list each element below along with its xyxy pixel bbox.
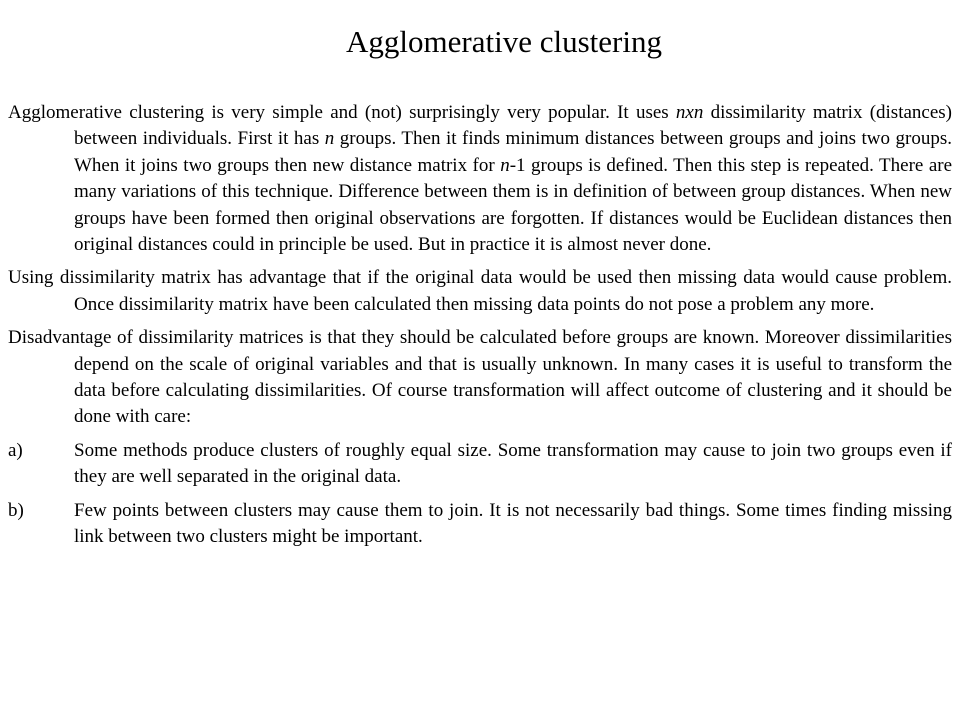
paragraph-text: dissimilarity matrix (distances) between individuals. First it has	[74, 102, 952, 150]
list-marker: b)	[8, 499, 24, 521]
paragraph-advantage	[8, 265, 952, 318]
paragraph-intro	[8, 100, 952, 258]
paragraph-text: Using dissimilarity matrix has advantage that if the original data would be used then missing data would cause problem. Once dissimilarity matrix have been calculated then missing data points do not pose a problem any more.	[8, 267, 952, 315]
paragraph-disadvantage	[8, 325, 952, 431]
list-item	[8, 438, 952, 491]
paragraph-text: Disadvantage of dissimilarity matrices is that they should be calculated before groups are known. Moreover dissimilarities depend on the scale of original variables and that is usually unknown. In many cases it is useful to transform the data before calculating dissimilarities. Of course transformation will affect outcome of clustering and it should be done with care:	[8, 327, 952, 428]
italic-term: n	[324, 128, 335, 150]
list-marker: a)	[8, 439, 23, 461]
italic-term: n	[500, 154, 510, 176]
paragraph-text: Agglomerative clustering is very simple and (not) surprisingly very popular. It uses	[8, 102, 676, 123]
italic-term: nxn	[675, 102, 704, 123]
list-item	[8, 498, 952, 551]
list-item-text: Few points between clusters may cause them to join. It is not necessarily bad things. Some times finding missing link between two clusters might be important.	[74, 499, 952, 548]
list-item-text: Some methods produce clusters of roughly equal size. Some transformation may cause to join two groups even if they are well separated in the original data.	[74, 439, 952, 488]
paragraph-text: -1 groups is defined. Then this step is repeated. There are many variations of this technique. Difference between them is in definition of between group distances. When new groups have been formed then original observations are forgotten. If distances would be Euclidean distances then original distances could in principle be used. But in practice it is almost never done.	[74, 154, 953, 256]
slide-title: Agglomerative clustering	[346, 24, 662, 59]
slide-body	[8, 100, 952, 558]
paragraph-text: groups. Then it finds minimum distances between groups and joins two groups. When it joins two groups then new distance matrix for	[74, 128, 952, 176]
